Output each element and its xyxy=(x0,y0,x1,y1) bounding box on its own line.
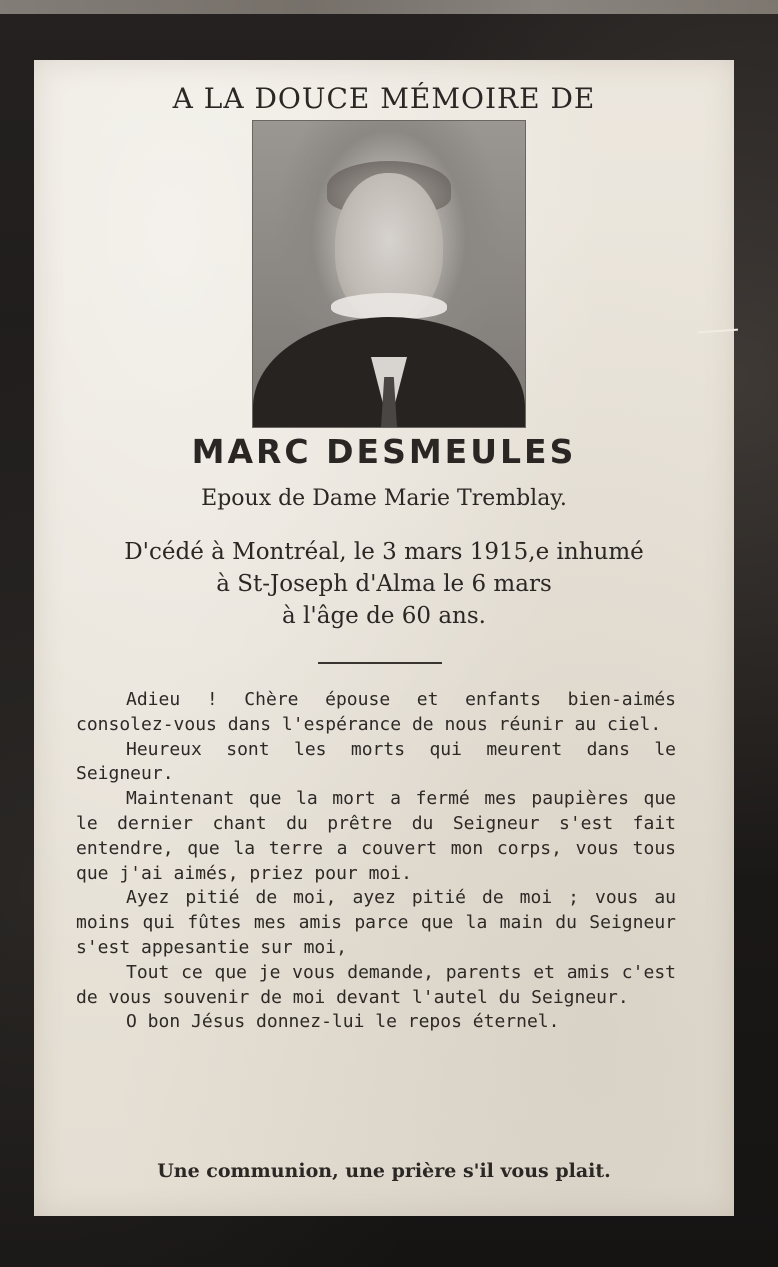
card-header: A LA DOUCE MÉMOIRE DE xyxy=(172,82,596,115)
portrait-photo xyxy=(252,120,526,428)
prayer-paragraph: Ayez pitié de moi, ayez pitié de moi ; vous au moins qui fûtes mes amis parce que la main du Seigneur s'est appesantie sur moi, xyxy=(76,887,676,958)
burial-line: à St-Joseph d'Alma le 6 mars xyxy=(216,571,552,597)
prayer-paragraph: Heureux sont les morts qui meurent dans le Seigneur. xyxy=(76,738,676,785)
death-details xyxy=(34,536,734,632)
portrait-moustache xyxy=(331,293,447,319)
death-line: D'cédé à Montréal, le 3 mars 1915,e inhumé xyxy=(124,539,644,565)
prayer-text xyxy=(76,688,676,1035)
prayer-paragraph: Tout ce que je vous demande, parents et amis c'est de vous souvenir de moi devant l'autel du Seigneur. xyxy=(76,961,676,1008)
memorial-card xyxy=(34,60,734,1216)
deceased-name: MARC DESMEULES xyxy=(191,432,577,471)
age-line: à l'âge de 60 ans. xyxy=(282,603,486,629)
closing-request: Une communion, une prière s'il vous plait. xyxy=(157,1160,611,1182)
spouse-line: Epoux de Dame Marie Tremblay. xyxy=(201,486,567,511)
divider-rule xyxy=(318,662,442,664)
torn-top-edge xyxy=(0,0,778,14)
prayer-paragraph: Adieu ! Chère épouse et enfants bien-aimés consolez-vous dans l'espérance de nous réunir au ciel. xyxy=(76,689,676,735)
prayer-paragraph: Maintenant que la mort a fermé mes paupières que le dernier chant du prêtre du Seigneur s'est fait entendre, que la terre a couvert mon corps, vous tous que j'ai aimés, priez pour moi. xyxy=(76,788,676,884)
prayer-paragraph: O bon Jésus donnez-lui le repos éternel. xyxy=(126,1011,560,1033)
